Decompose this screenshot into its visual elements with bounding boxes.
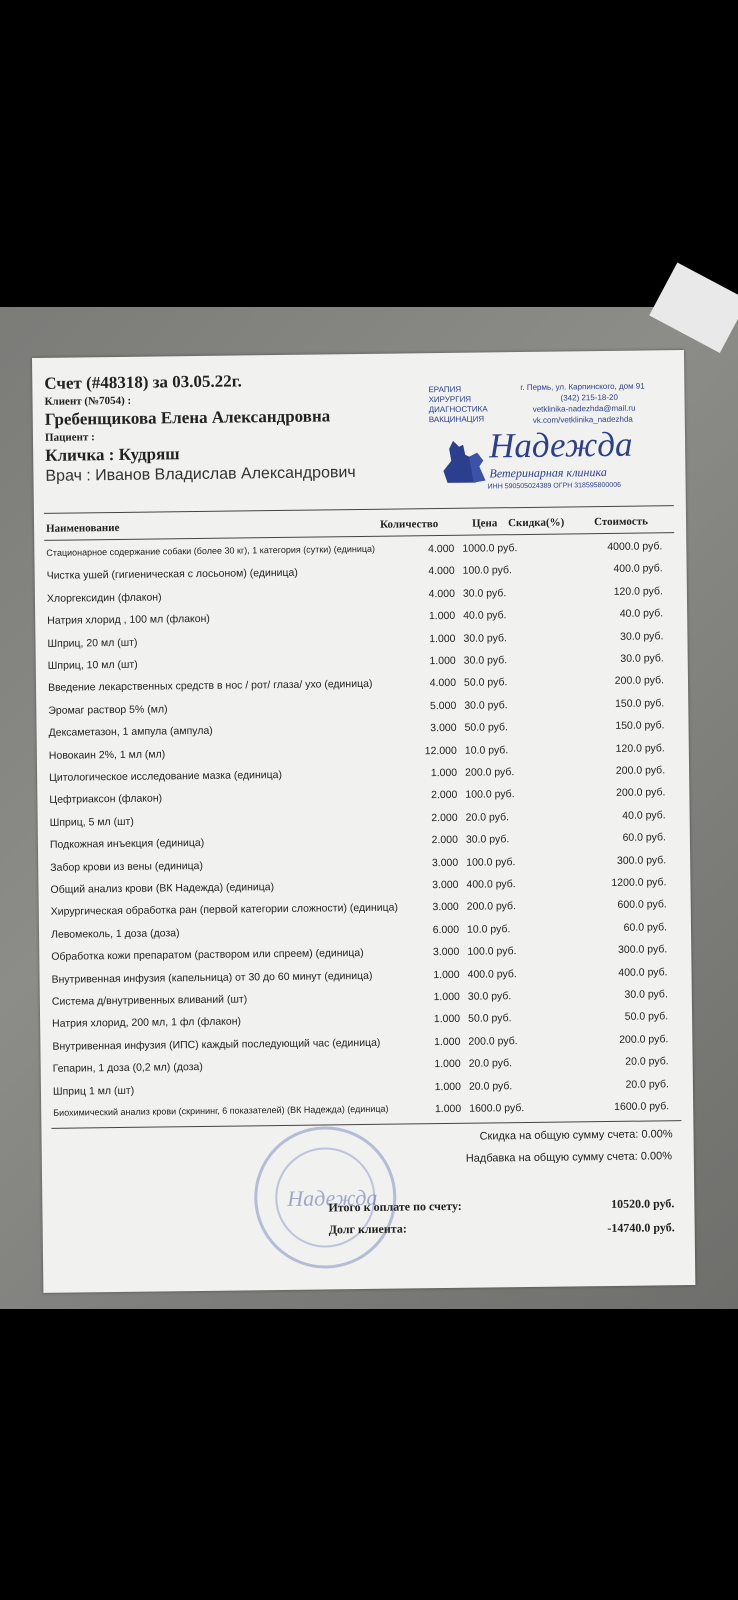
item-price: 30.0 руб. — [467, 990, 512, 1003]
item-cost: 30.0 руб. — [620, 652, 664, 665]
debt-value: -14740.0 руб. — [607, 1220, 675, 1236]
clinic-phone: (342) 215-18-20 — [560, 392, 618, 403]
item-qty: 3.000 — [430, 722, 457, 735]
item-price: 100.0 руб. — [467, 945, 517, 958]
item-price: 30.0 руб. — [462, 587, 507, 600]
item-name: Внутривенная инфузия (капельница) от 30 до 60 минут (единица) — [51, 969, 373, 986]
item-price: 10.0 руб. — [466, 922, 511, 936]
item-qty: 3.000 — [431, 856, 459, 869]
clinic-contacts — [520, 381, 645, 427]
clinic-vk: vk.com/vetklinika_nadezhda — [532, 414, 633, 425]
total-value: 10520.0 руб. — [610, 1196, 675, 1211]
item-cost: 1200.0 руб. — [611, 876, 667, 889]
item-qty: 1.000 — [434, 1035, 461, 1048]
item-cost: 30.0 руб. — [624, 988, 668, 1001]
item-name: Обработка кожи препаратом (раствором или спреем) (единица) — [51, 947, 364, 963]
col-header-price: Цена — [471, 517, 498, 530]
item-qty: 1.000 — [433, 968, 460, 981]
item-name: Биохимический анализ крови (скрининг, 6 показателей) (ВК Надежда) (единица) — [53, 1103, 389, 1118]
item-cost: 50.0 руб. — [624, 1010, 669, 1024]
col-header-qty: Количество — [379, 518, 439, 531]
item-price: 10.0 руб. — [464, 743, 509, 757]
item-price: 20.0 руб. — [468, 1057, 513, 1070]
item-cost: 30.0 руб. — [619, 629, 664, 643]
item-price: 40.0 руб. — [463, 609, 507, 622]
item-price: 100.0 руб. — [465, 788, 515, 802]
item-qty: 5.000 — [429, 699, 457, 712]
patient-label: Пациент : — [44, 431, 95, 444]
doctor-name: Врач : Иванов Владислав Александрович — [45, 464, 356, 485]
item-qty: 3.000 — [432, 946, 460, 959]
item-name: Хирургическая обработка ран (первой категории сложности) (единица) — [50, 901, 399, 919]
service-item: ЕРАПИЯ — [428, 384, 462, 395]
item-price: 100.0 руб. — [462, 564, 512, 578]
item-price: 20.0 руб. — [468, 1079, 513, 1093]
item-cost: 20.0 руб. — [625, 1055, 669, 1068]
item-cost: 400.0 руб. — [618, 965, 668, 979]
col-header-name: Наименование — [46, 521, 120, 535]
item-cost: 1600.0 руб. — [614, 1100, 670, 1113]
clinic-address: г. Пермь, ул. Карпинского, дом 91 — [520, 381, 645, 393]
item-name: Чистка ушей (гигиеническая с лосьоном) (единица) — [46, 567, 298, 583]
item-cost: 60.0 руб. — [623, 921, 668, 934]
item-price: 200.0 руб. — [465, 766, 515, 779]
item-price: 50.0 руб. — [464, 721, 508, 734]
item-price: 1000.0 руб. — [462, 542, 518, 555]
item-cost: 4000.0 руб. — [607, 540, 663, 553]
item-name: Цитологическое исследование мазка (единица) — [49, 768, 283, 784]
item-qty: 2.000 — [431, 789, 458, 802]
item-name: Цефтриаксон (флакон) — [49, 792, 163, 807]
item-price: 1600.0 руб. — [469, 1102, 525, 1115]
item-name: Шприц, 20 мл (шт) — [47, 636, 138, 650]
clinic-tagline: Ветеринарная клиника — [489, 464, 607, 481]
clinic-services — [428, 384, 487, 425]
item-qty: 12.000 — [424, 744, 457, 757]
item-name: Внутривенная инфузия (ИПС) каждый последующий час (единица) — [52, 1036, 381, 1053]
item-name: Общий анализ крови (ВК Надежда) (единица) — [50, 881, 275, 896]
item-name: Новокаин 2%, 1 мл (мл) — [48, 747, 166, 762]
item-qty: 4.000 — [428, 542, 455, 556]
item-name: Забор крови из вены (единица) — [50, 859, 203, 874]
item-cost: 200.0 руб. — [619, 1033, 669, 1046]
item-qty: 3.000 — [432, 878, 459, 892]
item-name: Стационарное содержание собаки (более 30 кг), 1 категория (сутки) (единица) — [46, 543, 376, 558]
item-qty: 3.000 — [432, 901, 459, 914]
item-price: 30.0 руб. — [463, 631, 507, 645]
item-cost: 40.0 руб. — [619, 607, 664, 621]
item-name: Натрия хлорид , 100 мл (флакон) — [47, 613, 210, 628]
item-name: Шприц 1 мл (шт) — [52, 1084, 135, 1098]
clinic-stamp — [253, 1126, 397, 1270]
total-label: Итого к оплате по счету: — [328, 1198, 462, 1215]
item-name: Шприц, 10 мл (шт) — [47, 658, 138, 672]
item-name: Левомеколь, 1 доза (доза) — [50, 927, 180, 941]
item-name: Система д/внутривенных вливаний (шт) — [51, 993, 248, 1008]
item-cost: 300.0 руб. — [616, 853, 667, 867]
item-qty: 1.000 — [430, 766, 458, 780]
item-qty: 1.000 — [428, 610, 456, 623]
item-qty: 4.000 — [428, 587, 455, 600]
item-qty: 1.000 — [434, 1058, 461, 1071]
pet-name: Кличка : Кудряш — [45, 444, 180, 465]
item-price: 50.0 руб. — [463, 676, 508, 690]
item-qty: 4.000 — [428, 565, 455, 578]
item-cost: 40.0 руб. — [622, 809, 666, 822]
clinic-brand: Надежда — [488, 424, 633, 466]
item-cost: 60.0 руб. — [622, 831, 666, 845]
item-cost: 120.0 руб. — [613, 585, 663, 598]
item-name: Эромаг раствор 5% (мл) — [48, 703, 168, 717]
header-rule-bottom — [44, 532, 674, 541]
item-price: 100.0 руб. — [466, 855, 516, 869]
invoice-table-body — [34, 540, 686, 1118]
discount-summary: Скидка на общую сумму счета: 0.00% — [479, 1128, 673, 1143]
item-name: Гепарин, 1 доза (0,2 мл) (доза) — [52, 1061, 203, 1075]
markup-summary: Надбавка на общую сумму счета: 0.00% — [465, 1150, 673, 1165]
item-qty: 1.000 — [434, 1102, 462, 1116]
item-name: Натрия хлорид, 200 мл, 1 фл (флакон) — [52, 1015, 242, 1031]
service-item: ХИРУРГИЯ — [428, 394, 472, 405]
item-cost: 400.0 руб. — [613, 562, 663, 576]
item-price: 50.0 руб. — [468, 1012, 512, 1026]
item-price: 400.0 руб. — [466, 878, 516, 891]
item-name: Подкожная инъекция (единица) — [49, 837, 205, 852]
item-name: Введение лекарственных средств в нос / рот/ глаза/ ухо (единица) — [47, 678, 373, 695]
item-cost: 600.0 руб. — [617, 898, 667, 912]
item-cost: 200.0 руб. — [615, 764, 666, 777]
header-rule-top — [44, 505, 674, 514]
debt-label: Долг клиента: — [328, 1221, 407, 1237]
item-qty: 1.000 — [433, 1013, 461, 1026]
item-cost: 150.0 руб. — [615, 719, 665, 733]
item-cost: 20.0 руб. — [625, 1077, 669, 1091]
item-qty: 1.000 — [434, 1080, 462, 1093]
item-qty: 1.000 — [429, 654, 456, 668]
client-name: Гребенщикова Елена Александровна — [44, 406, 331, 429]
item-cost: 200.0 руб. — [616, 786, 666, 800]
service-item: ДИАГНОСТИКА — [428, 404, 488, 415]
pets-logo-icon — [433, 436, 490, 485]
stamp-text: Надежда — [287, 1184, 378, 1211]
col-header-discount: Скидка(%) — [507, 516, 565, 530]
item-qty: 1.000 — [433, 990, 460, 1004]
item-qty: 6.000 — [432, 923, 460, 936]
item-cost: 200.0 руб. — [614, 674, 665, 688]
item-price: 20.0 руб. — [465, 811, 510, 824]
item-qty: 4.000 — [429, 677, 457, 690]
clinic-logo — [428, 378, 685, 493]
service-item: ВАКЦИНАЦИЯ — [428, 414, 485, 425]
invoice-title: Счет (#48318) за 03.05.22г. — [44, 371, 242, 393]
invoice-document — [32, 350, 695, 1293]
item-name: Дексаметазон, 1 ампула (ампула) — [48, 725, 213, 740]
item-name: Шприц, 5 мл (шт) — [49, 815, 134, 829]
item-qty: 2.000 — [431, 811, 458, 824]
clinic-ids: ИНН 590505024389 ОГРН 318595800006 — [487, 481, 622, 491]
client-label: Клиент (№7054) : — [44, 394, 132, 408]
item-price: 400.0 руб. — [467, 967, 517, 981]
clinic-email: vetklinika-nadezhda@mail.ru — [532, 403, 636, 414]
item-price: 200.0 руб. — [468, 1034, 518, 1048]
item-name: Хлоргексидин (флакон) — [46, 591, 162, 605]
item-price: 200.0 руб. — [466, 900, 517, 914]
item-price: 30.0 руб. — [465, 833, 510, 846]
item-cost: 300.0 руб. — [617, 943, 668, 957]
item-cost: 120.0 руб. — [615, 741, 665, 755]
item-qty: 1.000 — [429, 632, 456, 645]
item-price: 30.0 руб. — [463, 654, 508, 667]
item-qty: 2.000 — [431, 834, 458, 847]
item-cost: 150.0 руб. — [614, 697, 665, 710]
col-header-cost: Стоимость — [593, 515, 648, 529]
item-price: 30.0 руб. — [464, 699, 508, 712]
